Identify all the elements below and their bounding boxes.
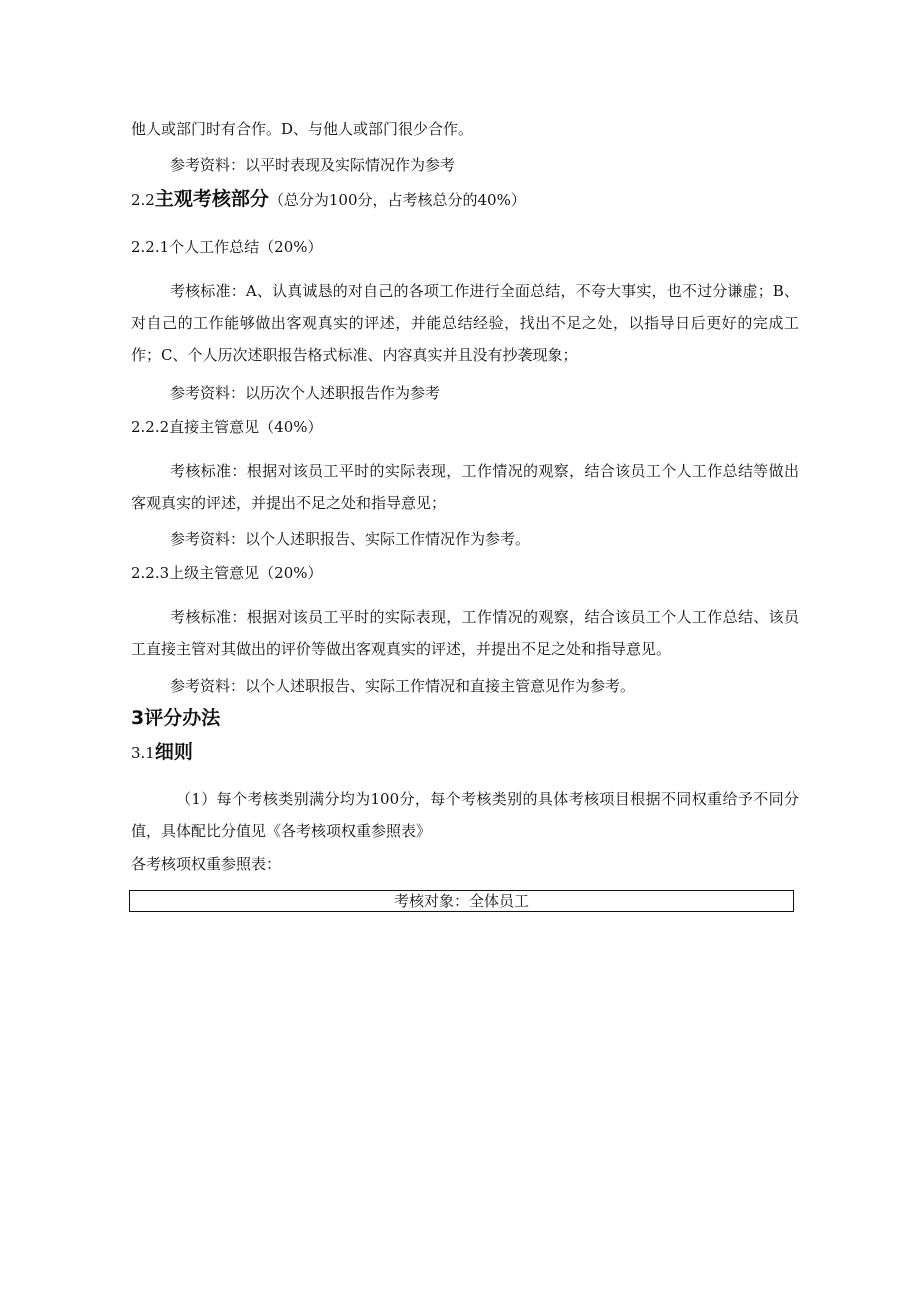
weight-table-header <box>129 890 794 912</box>
paragraph-rules-3-1: （1）每个考核类别满分均为100分，每个考核类别的具体考核项目根据不同权重给予不同分值，具体配比分值见《各考核项权重参照表》 <box>131 790 799 840</box>
table-header-cell: 考核对象：全体员工 <box>393 892 529 910</box>
table-caption: 各考核项权重参照表： <box>131 855 282 873</box>
section-title: 主观考核部分 <box>154 188 269 210</box>
section-number: 2.2 <box>131 191 155 209</box>
section-heading-3: 3评分办法 <box>131 707 221 729</box>
subsection-heading-2-2-1: 2.2.1个人工作总结（20%） <box>131 238 323 256</box>
reference-note: 参考资料：以个人述职报告、实际工作情况作为参考。 <box>170 530 531 548</box>
reference-note: 参考资料：以平时表现及实际情况作为参考 <box>170 156 456 174</box>
subsection-heading-2-2-3: 2.2.3上级主管意见（20%） <box>131 564 323 582</box>
subsection-heading-2-2-2: 2.2.2直接主管意见（40%） <box>131 418 323 436</box>
section-number: 3.1 <box>131 744 155 762</box>
paragraph-criteria-2-2-3: 考核标准：根据对该员工平时的实际表现，工作情况的观察，结合该员工个人工作总结、该员工直接主管对其做出的评价等做出客观真实的评述，并提出不足之处和指导意见。 <box>131 608 799 658</box>
paragraph-continuation: 他人或部门时有合作。D、与他人或部门很少合作。 <box>131 120 474 138</box>
reference-note: 参考资料：以历次个人述职报告作为参考 <box>170 384 441 402</box>
paragraph-criteria-2-2-2: 考核标准：根据对该员工平时的实际表现，工作情况的观察，结合该员工个人工作总结等做出客观真实的评述，并提出不足之处和指导意见； <box>131 462 799 512</box>
section-heading-3-1 <box>131 740 193 765</box>
section-note: （总分为100分，占考核总分的40%） <box>268 191 526 209</box>
section-title: 细则 <box>154 741 193 763</box>
paragraph-criteria-2-2-1: 考核标准：A、认真诚恳的对自己的各项工作进行全面总结，不夸大事实，也不过分谦虚；B、对自己的工作能够做出客观真实的评述，并能总结经验，找出不足之处，以指导日后更好的完成工作；C、个人历次述职报告格式标准、内容真实并且没有抄袭现象； <box>131 282 799 364</box>
section-heading-2-2 <box>131 186 526 213</box>
reference-note: 参考资料：以个人述职报告、实际工作情况和直接主管意见作为参考。 <box>170 677 636 695</box>
